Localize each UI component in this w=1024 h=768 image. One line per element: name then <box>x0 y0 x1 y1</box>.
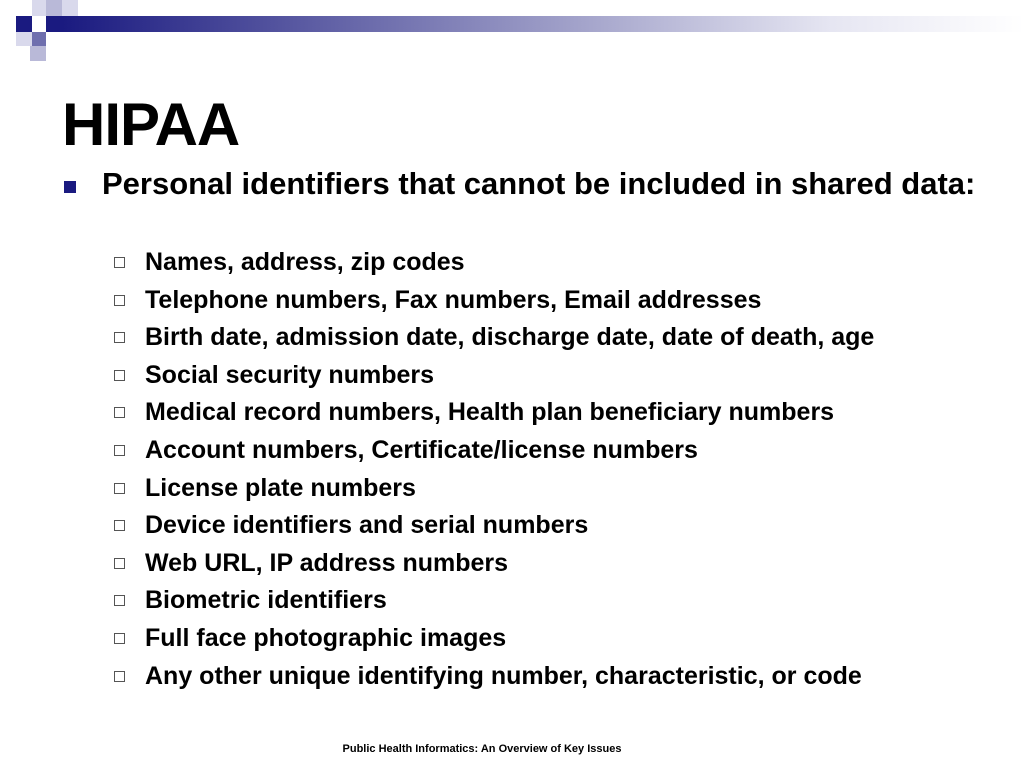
decor-square <box>46 16 62 32</box>
hollow-square-bullet-icon <box>114 407 125 418</box>
list-item: Medical record numbers, Health plan beneficiary numbers <box>113 394 1013 432</box>
main-bullet <box>60 166 990 201</box>
hollow-square-bullet-icon <box>114 483 125 494</box>
decor-square <box>46 0 62 16</box>
header-gradient-band <box>62 16 1024 32</box>
list-item: Birth date, admission date, discharge date, date of death, age <box>113 319 1013 357</box>
decor-square <box>62 0 78 16</box>
decor-square <box>30 46 46 61</box>
list-item: Web URL, IP address numbers <box>113 545 1013 583</box>
hollow-square-bullet-icon <box>114 332 125 343</box>
list-item: Social security numbers <box>113 357 1013 395</box>
list-item: Names, address, zip codes <box>113 244 1013 282</box>
hollow-square-bullet-icon <box>114 257 125 268</box>
square-bullet-icon <box>64 181 76 193</box>
hollow-square-bullet-icon <box>114 520 125 531</box>
list-item: Account numbers, Certificate/license numbers <box>113 432 1013 470</box>
hollow-square-bullet-icon <box>114 295 125 306</box>
hollow-square-bullet-icon <box>114 445 125 456</box>
slide-footer: Public Health Informatics: An Overview of Key Issues <box>342 743 622 755</box>
list-item: License plate numbers <box>113 470 1013 508</box>
list-item: Device identifiers and serial numbers <box>113 507 1013 545</box>
list-item: Full face photographic images <box>113 620 1013 658</box>
hollow-square-bullet-icon <box>114 558 125 569</box>
main-bullet-text: Personal identifiers that cannot be included in shared data: <box>102 166 976 201</box>
hollow-square-bullet-icon <box>114 370 125 381</box>
decor-square <box>16 32 32 46</box>
decor-square <box>16 16 32 32</box>
slide-title: HIPAA <box>62 91 240 158</box>
hollow-square-bullet-icon <box>114 595 125 606</box>
identifier-list <box>113 244 1013 695</box>
list-item: Telephone numbers, Fax numbers, Email addresses <box>113 282 1013 320</box>
decor-square <box>32 32 46 46</box>
hollow-square-bullet-icon <box>114 633 125 644</box>
list-item: Biometric identifiers <box>113 582 1013 620</box>
hollow-square-bullet-icon <box>114 671 125 682</box>
list-item: Any other unique identifying number, characteristic, or code <box>113 658 1013 696</box>
decor-square <box>32 0 46 16</box>
